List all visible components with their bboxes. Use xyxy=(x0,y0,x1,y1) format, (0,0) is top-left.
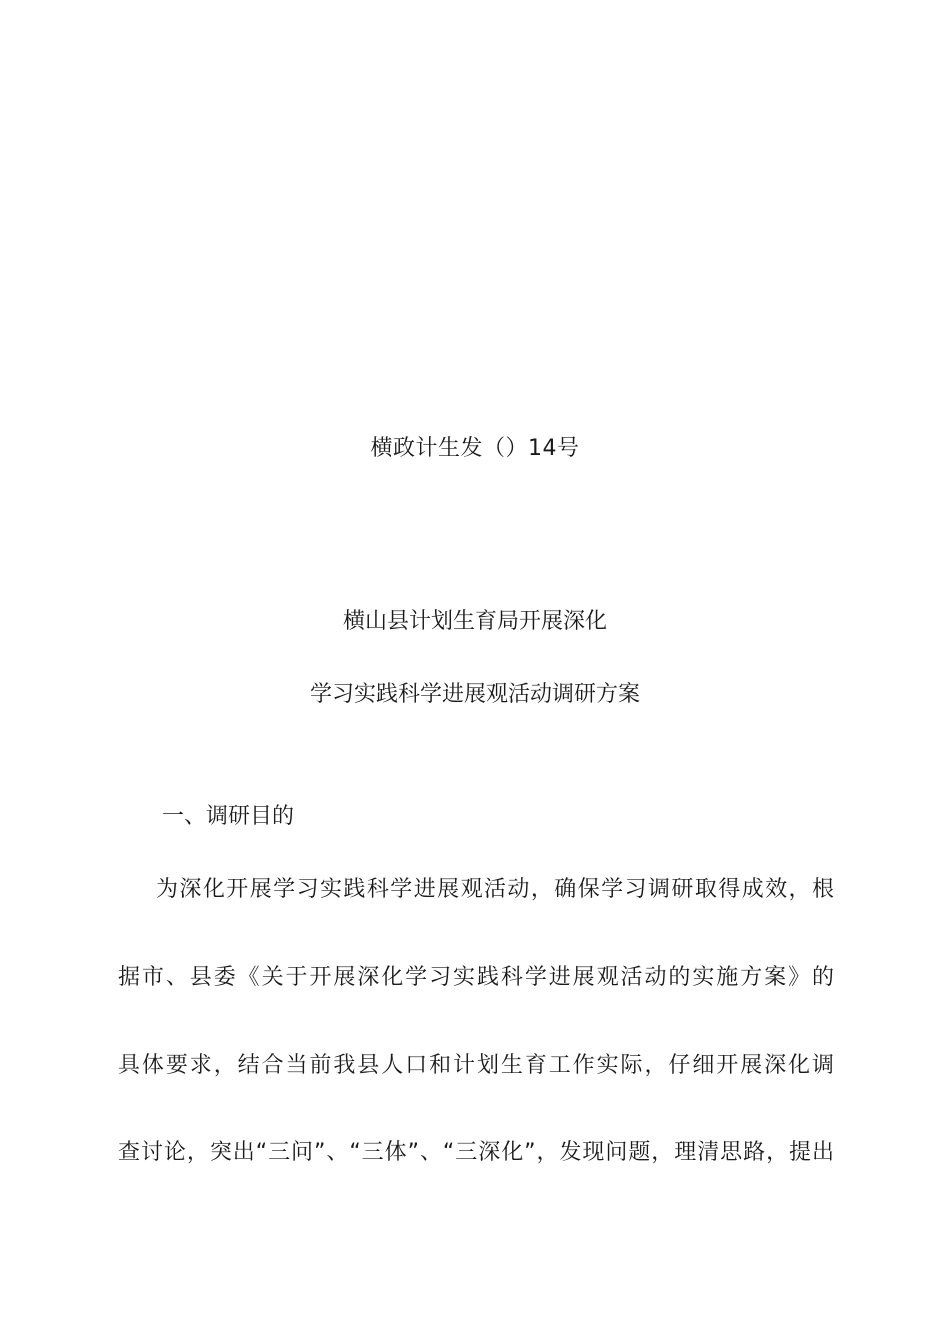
paragraph-line: 为深化开展学习实践科学进展观活动，确保学习调研取得成效，根 xyxy=(156,877,834,902)
paragraph-line: 查讨论，突出“三问”、“三体”、“三深化”，发现问题，理清思路，提出 xyxy=(118,1140,834,1165)
document-title-line-1: 横山县计划生育局开展深化 xyxy=(342,609,607,634)
document-title-line-2: 学习实践科学进展观活动调研方案 xyxy=(309,682,640,707)
paragraph-line: 据市、县委《关于开展深化学习实践科学进展观活动的实施方案》的 xyxy=(118,965,834,990)
document-number: 横政计生发（）14号 xyxy=(370,436,580,461)
paragraph-line: 具体要求，结合当前我县人口和计划生育工作实际，仔细开展深化调 xyxy=(118,1053,834,1078)
section-heading: 一、调研目的 xyxy=(162,804,295,829)
